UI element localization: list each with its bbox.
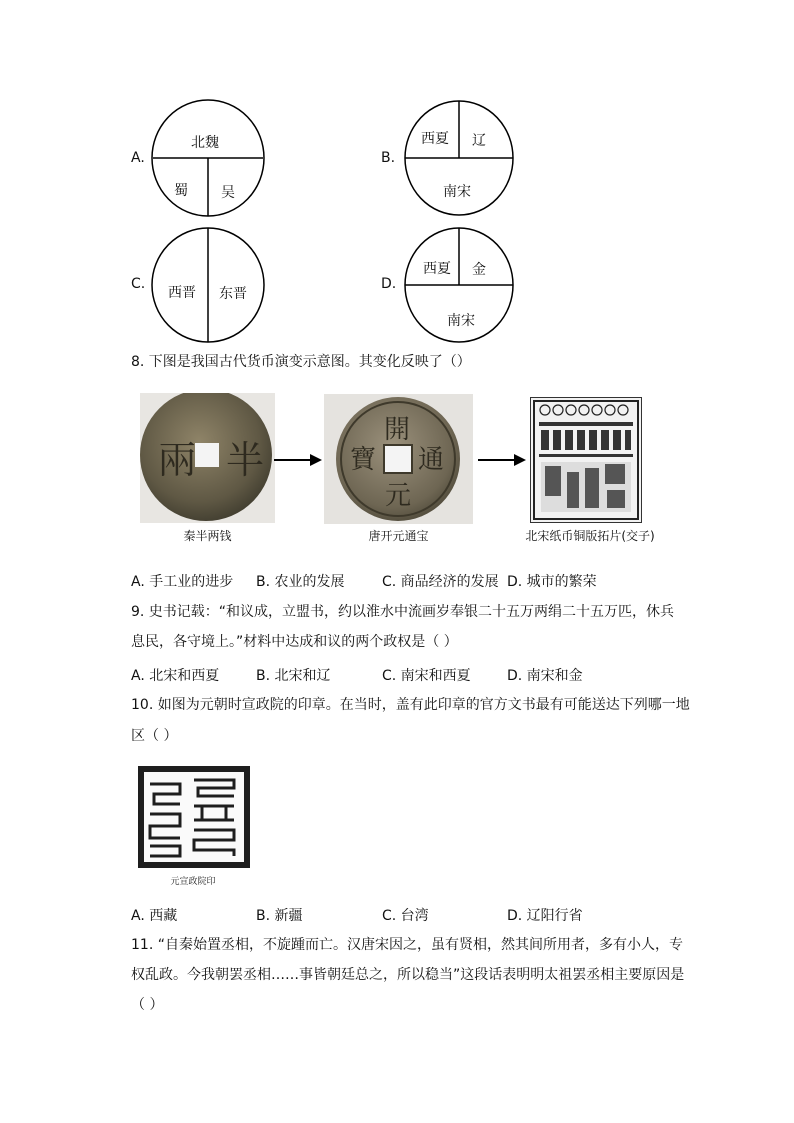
q11-line-2: 权乱政。今我朝罢丞相……事皆朝廷总之，所以稳当”这段话表明明太祖罢丞相主要原因是 xyxy=(131,967,685,983)
arrow-right-icon xyxy=(476,450,528,470)
coin2-char-right: 通 xyxy=(418,445,445,475)
tang-coin-image xyxy=(324,394,473,524)
label-c-right: 东晋 xyxy=(219,286,247,302)
caption-jiaozi: 北宋纸币铜版拓片(交子) xyxy=(525,529,655,543)
coin2-char-top: 開 xyxy=(384,415,411,445)
option-a-letter: A. xyxy=(131,150,145,166)
q10-option-d: D. 辽阳行省 xyxy=(507,908,583,924)
q8-option-a: A. 手工业的进步 xyxy=(131,574,234,590)
option-d-letter: D. xyxy=(381,276,397,292)
q8-option-d: D. 城市的繁荣 xyxy=(507,574,597,590)
q9-option-a: A. 北宋和西夏 xyxy=(131,668,220,684)
q10-option-a: A. 西藏 xyxy=(131,908,178,924)
label-b-bottom: 南宋 xyxy=(443,184,471,200)
option-b-letter: B. xyxy=(381,150,396,166)
caption-tang: 唐开元通宝 xyxy=(368,529,429,543)
q10-line-2: 区（ ） xyxy=(131,728,178,744)
coin2-char-left: 寶 xyxy=(350,445,377,475)
label-a-bl: 蜀 xyxy=(174,183,188,199)
coin1-char-left: 兩 xyxy=(158,438,197,482)
q8-option-c: C. 商品经济的发展 xyxy=(382,574,499,590)
seal-caption: 元宣政院印 xyxy=(170,877,216,887)
q9-option-b: B. 北宋和辽 xyxy=(256,668,331,684)
label-b-tl: 西夏 xyxy=(421,131,449,147)
coin2-char-bottom: 元 xyxy=(385,481,412,511)
diagram-a xyxy=(150,98,266,218)
q9-option-d: D. 南宋和金 xyxy=(507,668,583,684)
qin-coin-image xyxy=(140,393,275,523)
label-b-tr: 辽 xyxy=(472,133,486,149)
label-a-top: 北魏 xyxy=(191,135,219,151)
label-a-br: 吴 xyxy=(221,185,235,201)
q11-line-1: 11. “自秦始置丞相，不旋踵而亡。汉唐宋因之，虽有贤相，然其间所用者，多有小人，专 xyxy=(131,937,683,953)
q10-option-b: B. 新疆 xyxy=(256,908,303,924)
coin1-char-right: 半 xyxy=(226,438,265,482)
q8-option-b: B. 农业的发展 xyxy=(256,574,345,590)
xuanzheng-seal-image xyxy=(132,762,254,887)
q10-line-1: 10. 如图为元朝时宣政院的印章。在当时，盖有此印章的官方文书最有可能送达下列哪一地 xyxy=(131,697,690,713)
option-c-letter: C. xyxy=(131,276,146,292)
q9-option-c: C. 南宋和西夏 xyxy=(382,668,471,684)
label-d-tl: 西夏 xyxy=(423,261,451,277)
q9-line-1: 9. 史书记载：“和议成，立盟书，约以淮水中流画岁奉银二十五万两绢二十五万匹，休兵 xyxy=(131,604,675,620)
q10-option-c: C. 台湾 xyxy=(382,908,429,924)
q9-line-2: 息民，各守境上。”材料中达成和议的两个政权是（ ） xyxy=(131,634,458,650)
label-d-bottom: 南宋 xyxy=(447,313,475,329)
label-d-tr: 金 xyxy=(472,262,486,278)
arrow-right-icon xyxy=(272,450,324,470)
label-c-left: 西晋 xyxy=(168,285,196,301)
q8-stem: 8. 下图是我国古代货币演变示意图。其变化反映了（） xyxy=(131,354,471,370)
q11-line-3: （ ） xyxy=(131,997,164,1013)
jiaozi-print-image xyxy=(530,397,642,523)
caption-qin: 秦半两钱 xyxy=(183,529,232,543)
